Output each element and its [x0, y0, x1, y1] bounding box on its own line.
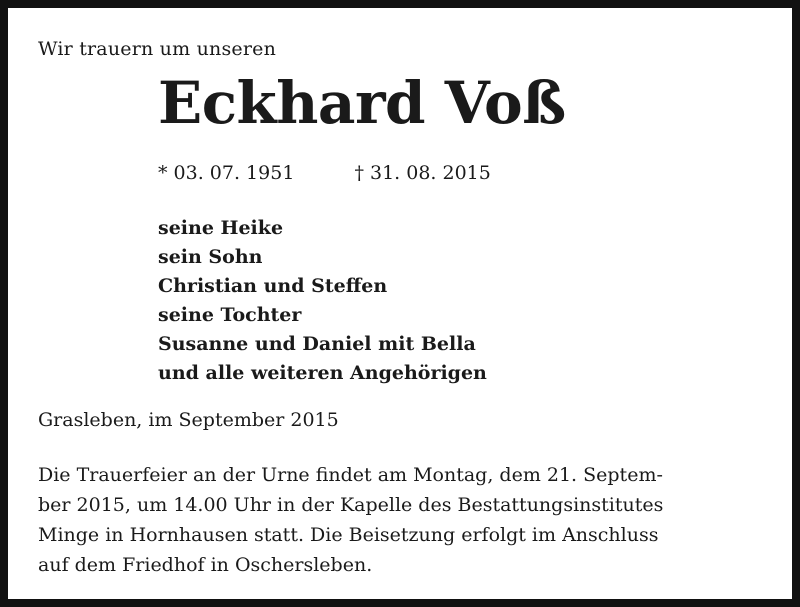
funeral-details: [38, 460, 778, 580]
deceased-name: Eckhard Voß: [158, 69, 566, 137]
funeral-details-line: Minge in Hornhausen statt. Die Beisetzung erfolgt im Anschluss: [38, 524, 659, 546]
mourner-line: seine Tochter: [158, 304, 302, 326]
death-date: † 31. 08. 2015: [354, 162, 491, 184]
funeral-details-line: Die Trauerfeier an der Urne findet am Montag, dem 21. Septem-: [38, 464, 663, 486]
mourner-line: sein Sohn: [158, 246, 263, 268]
mourner-line: Christian und Steffen: [158, 275, 388, 297]
place-and-date: Grasleben, im September 2015: [38, 409, 339, 431]
funeral-details-line: auf dem Friedhof in Oschersleben.: [38, 554, 373, 576]
birth-date: * 03. 07. 1951: [158, 162, 295, 184]
mourners-list: [158, 214, 487, 388]
mourner-line: Susanne und Daniel mit Bella: [158, 333, 476, 355]
funeral-details-line: ber 2015, um 14.00 Uhr in der Kapelle des Bestattungsinstitutes: [38, 494, 664, 516]
life-dates: [158, 162, 491, 184]
mourner-line: seine Heike: [158, 217, 284, 239]
mourner-line: und alle weiteren Angehörigen: [158, 362, 487, 384]
intro-text: Wir trauern um unseren: [38, 38, 277, 60]
